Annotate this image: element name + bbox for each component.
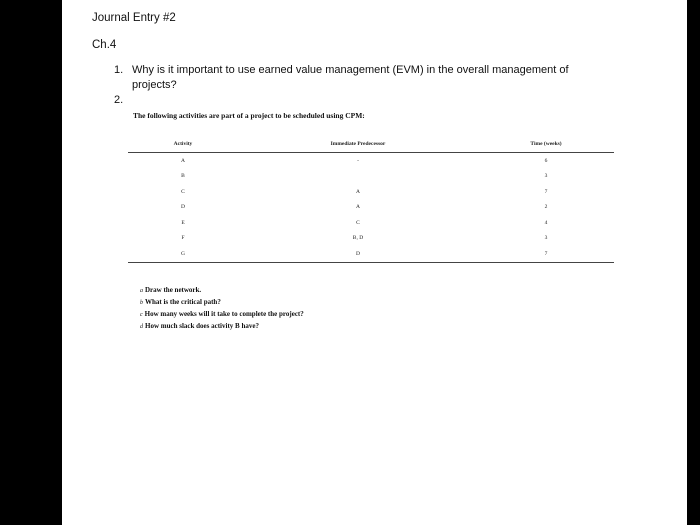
document-page [62,0,687,525]
time-cell: 3 [544,235,548,242]
table-row [128,246,614,262]
part-text: Draw the network. [145,286,202,294]
activity-cell: G [128,246,238,262]
predecessor-cell: A [356,188,360,195]
time-cell: 4 [544,219,548,226]
predecessor-cell [238,169,478,185]
activity-cell: F [181,235,185,242]
activity-cell: E [181,219,185,226]
page-title: Journal Entry #2 [92,12,176,24]
question-1 [114,63,584,93]
time-cell: 6 [544,157,548,164]
list-item [140,285,304,297]
header-time: Time (weeks) [478,138,614,153]
question-2-parts [140,285,304,333]
question-1-text: Why is it important to use earned value management (EVM) in the overall management of projects? [132,64,569,91]
table-row [128,184,614,200]
table-header-row [128,138,614,153]
activity-cell: A [181,157,185,164]
part-text: What is the critical path? [145,298,221,306]
list-item [140,321,304,333]
list-item [140,297,304,309]
part-marker: b [140,300,143,306]
part-text: How much slack does activity B have? [145,322,259,330]
table-row [128,200,614,216]
activity-cell: D [181,204,185,211]
activity-cell: B [181,173,185,180]
time-cell: 7 [478,246,614,262]
question-2-number: 2. [114,94,124,106]
question-2-intro: The following activities are part of a project to be scheduled using CPM: [133,111,365,120]
time-cell: 3 [544,173,548,180]
table-row [128,169,614,185]
predecessor-cell: B, D [352,235,364,242]
part-marker: a [140,288,143,294]
header-activity: Activity [128,138,238,153]
list-item [140,309,304,321]
predecessor-cell: - [357,157,359,164]
header-predecessor: Immediate Predecessor [238,138,478,153]
predecessor-cell: D [238,246,478,262]
question-1-number: 1. [114,64,124,76]
table-row [128,215,614,231]
predecessor-cell: A [356,204,360,211]
part-marker: d [140,324,143,330]
part-marker: c [140,312,143,318]
predecessor-cell: C [356,219,360,226]
table-row [128,231,614,247]
part-text: How many weeks will it take to complete the project? [144,310,304,318]
time-cell: 7 [544,188,548,195]
activity-cell: C [181,188,185,195]
time-cell: 2 [544,204,548,211]
table-row [128,153,614,169]
chapter-label: Ch.4 [92,39,117,51]
cpm-activity-table [128,138,614,263]
